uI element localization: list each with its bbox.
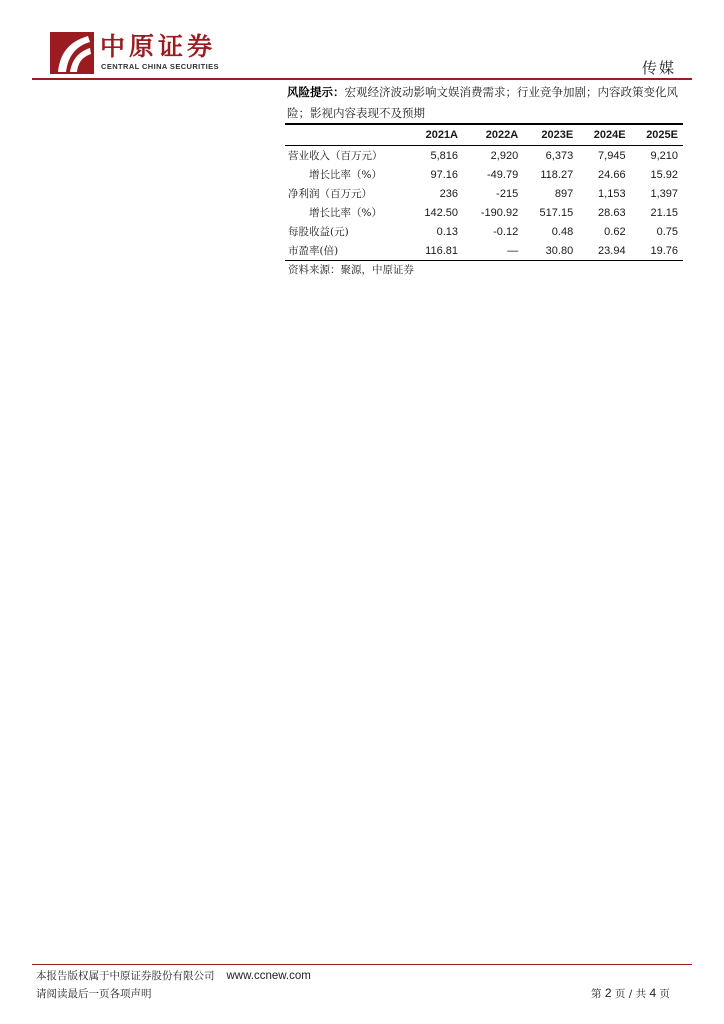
page-indicator (591, 986, 670, 1001)
table-cell: 517.15 (539, 206, 574, 219)
page-suffix: 页 (659, 988, 670, 1000)
table-cell: 7,945 (598, 149, 626, 162)
table-cell: 23.94 (598, 244, 626, 257)
table-cell: 24.66 (598, 168, 626, 181)
header-cell: 2022A (485, 129, 519, 141)
table-cell: 0.62 (604, 225, 626, 238)
header-cell (285, 124, 408, 146)
table-cell: -0.12 (493, 225, 519, 238)
table-cell: — (507, 244, 519, 257)
sector-label: 传媒 (641, 59, 676, 77)
table-cell: 28.63 (598, 206, 626, 219)
footer-divider (32, 964, 692, 965)
table-row (285, 222, 683, 241)
table-cell: 1,153 (598, 187, 626, 200)
table-cell: 5,816 (430, 149, 458, 162)
table-cell: 897 (554, 187, 574, 200)
table-cell: 118.27 (540, 168, 574, 181)
page-total: 4 (649, 986, 657, 1000)
copyright-text: 本报告版权属于中原证券股份有限公司 (36, 970, 215, 982)
table-cell: 19.76 (650, 244, 678, 257)
financial-forecast-table (285, 123, 683, 261)
table-cell: 236 (439, 187, 458, 200)
table-row (285, 203, 683, 222)
header-cell: 2021A (425, 129, 458, 141)
table-cell: 6,373 (545, 149, 574, 162)
table-source: 资料来源：聚源，中原证券 (288, 264, 414, 276)
table-cell: 1,397 (650, 187, 678, 200)
table-cell: 0.48 (551, 225, 574, 238)
row-label: 增长比率（%） (309, 207, 382, 219)
table-row (285, 241, 683, 261)
website-link[interactable]: www.ccnew.com (226, 970, 311, 982)
brand-name-en: CENTRAL CHINA SECURITIES (101, 62, 219, 71)
row-label: 市盈率(倍) (288, 245, 339, 257)
row-label: 增长比率（%） (309, 169, 382, 181)
table-cell: -215 (496, 187, 519, 200)
table-cell: 9,210 (650, 149, 678, 162)
row-label: 营业收入（百万元） (288, 150, 383, 162)
table-cell: 97.16 (430, 168, 458, 181)
footer-line-1 (36, 968, 311, 983)
row-label: 每股收益(元) (288, 226, 349, 238)
table-cell: 116.81 (425, 244, 458, 257)
table-header-row (285, 124, 683, 146)
risk-warning (287, 82, 684, 124)
row-label: 净利润（百万元） (288, 188, 372, 200)
page-mid: 页 / 共 (614, 988, 647, 1000)
table-cell: 21.15 (650, 206, 678, 219)
header-divider (32, 78, 692, 80)
table-cell: -49.79 (487, 168, 519, 181)
header-cell: 2023E (541, 129, 574, 141)
table-cell: -190.92 (480, 206, 519, 219)
header-cell: 2025E (646, 129, 678, 141)
table-row (285, 165, 683, 184)
risk-label: 风险提示： (287, 85, 345, 99)
risk-text: 宏观经济波动影响文娱消费需求；行业竞争加剧；内容政策变化风险；影视内容表现不及预期 (287, 85, 678, 120)
table-cell: 2,920 (490, 149, 519, 162)
table-cell: 142.50 (424, 206, 458, 219)
page-prefix: 第 (591, 988, 602, 1000)
table-row (285, 184, 683, 203)
header-cell: 2024E (593, 129, 626, 141)
company-logo (50, 32, 94, 74)
table-cell: 15.92 (650, 168, 678, 181)
table-cell: 0.13 (436, 225, 458, 238)
table-cell: 30.80 (545, 244, 574, 257)
table-cell: 0.75 (656, 225, 678, 238)
disclaimer-text: 请阅读最后一页各项声明 (36, 988, 152, 1000)
table-row (285, 146, 683, 166)
brand-name-cn: 中原证券 (100, 32, 217, 61)
page-current: 2 (604, 986, 612, 1000)
